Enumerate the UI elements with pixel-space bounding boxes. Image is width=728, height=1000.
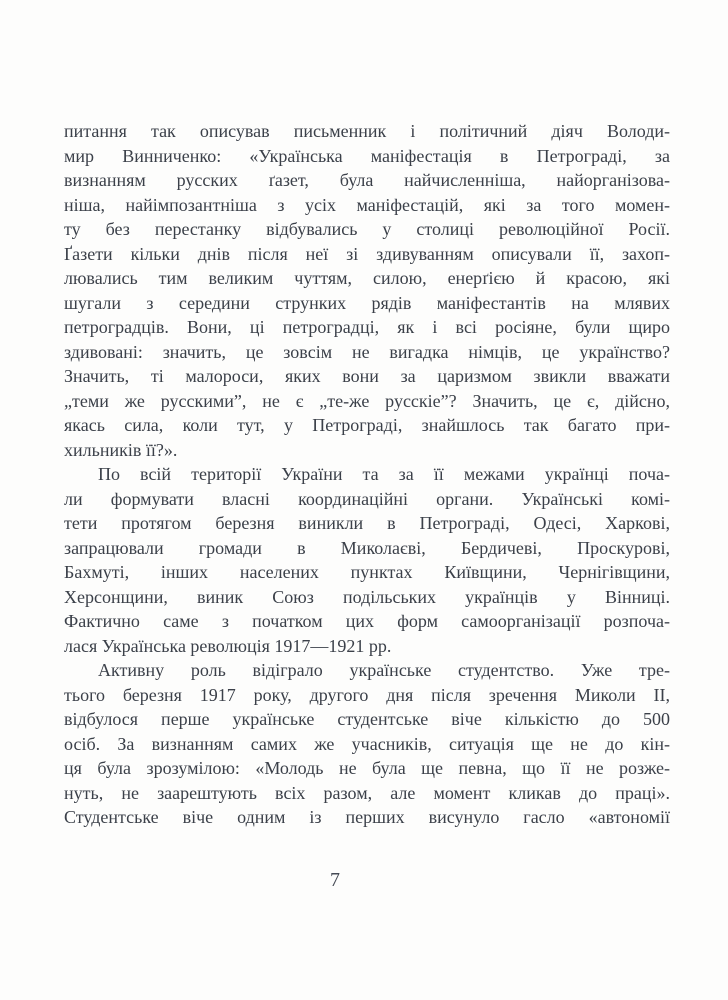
paragraph — [64, 462, 670, 658]
text-line: тього березня 1917 року, другого дня після зречення Миколи II, — [64, 684, 670, 705]
text-line: Бахмуті, інших населених пунктах Київщини, Чернігівщини, — [64, 562, 670, 582]
text-line: визнанням русских ґазет, була найчисленніша, найорганізова- — [64, 170, 670, 190]
body-text — [64, 119, 670, 830]
text-line: Ґазети кільки днів після неї зі здивуванням описували її, захоп- — [64, 243, 670, 264]
text-line: Херсонщини, виник Союз подільських українців у Вінниці. — [64, 586, 670, 607]
text-line: Активну роль відіграло українське студентство. Уже тре- — [98, 660, 670, 680]
text-line: „теми же русскими”, не є „те-же русскіе”? Значить, це є, дійсно, — [64, 390, 670, 411]
text-line: тети протягом березня виникли в Петрограді, Одесі, Харкові, — [64, 513, 670, 533]
text-line: якась сила, коли тут, у Петрограді, знайшлось так багато при- — [64, 415, 670, 435]
text-line: лася Українська революція 1917—1921 рр. — [64, 635, 392, 656]
page-number: 7 — [330, 869, 340, 891]
text-line: По всій території України та за її межами українці поча- — [98, 464, 670, 484]
text-line: Фактично саме з початком цих форм самоорганізації розпоча- — [64, 611, 670, 631]
text-line: здивовані: значить, це зовсім не вигадка німців, це українство? — [64, 341, 670, 362]
text-line: хильників її?». — [64, 439, 178, 460]
text-line: петроградців. Вони, ці петроградці, як і всі росіяне, були щиро — [64, 317, 670, 337]
text-line: ли формувати власні координаційні органи. Українські комі- — [64, 488, 670, 509]
paragraph — [64, 119, 670, 462]
text-line: шугали з середини струнких рядів маніфестантів на млявих — [64, 292, 670, 313]
text-line: ніша, найімпозантніша з усіх маніфестацій, які за того момен- — [64, 194, 670, 215]
text-line: Студентське віче одним із перших висунуло гасло «автономії — [64, 807, 670, 827]
text-line: Значить, ті малороси, яких вони за царизмом звикли вважати — [64, 366, 670, 386]
text-line: лювались тим великим чуттям, силою, енерґією й красою, які — [64, 268, 670, 288]
text-line: запрацювали громади в Миколаєві, Бердичеві, Проскурові, — [64, 537, 670, 558]
paragraph — [64, 658, 670, 830]
text-line: мир Винниченко: «Українська маніфестація в Петрограді, за — [64, 145, 670, 166]
text-line: відбулося перше українське студентське віче кількістю до 500 — [64, 709, 670, 729]
text-line: питання так описував письменник і політичний діяч Володи- — [64, 121, 670, 141]
text-line: ту без перестанку відбувались у столиці революційної Росії. — [64, 219, 670, 239]
text-line: осіб. За визнанням самих же учасників, ситуація ще не до кін- — [64, 733, 670, 754]
text-line: ця була зрозумілою: «Молодь не була ще певна, що її не розже- — [64, 758, 670, 778]
text-line: нуть, не заарештують всіх разом, але момент кликав до праці». — [64, 782, 670, 803]
